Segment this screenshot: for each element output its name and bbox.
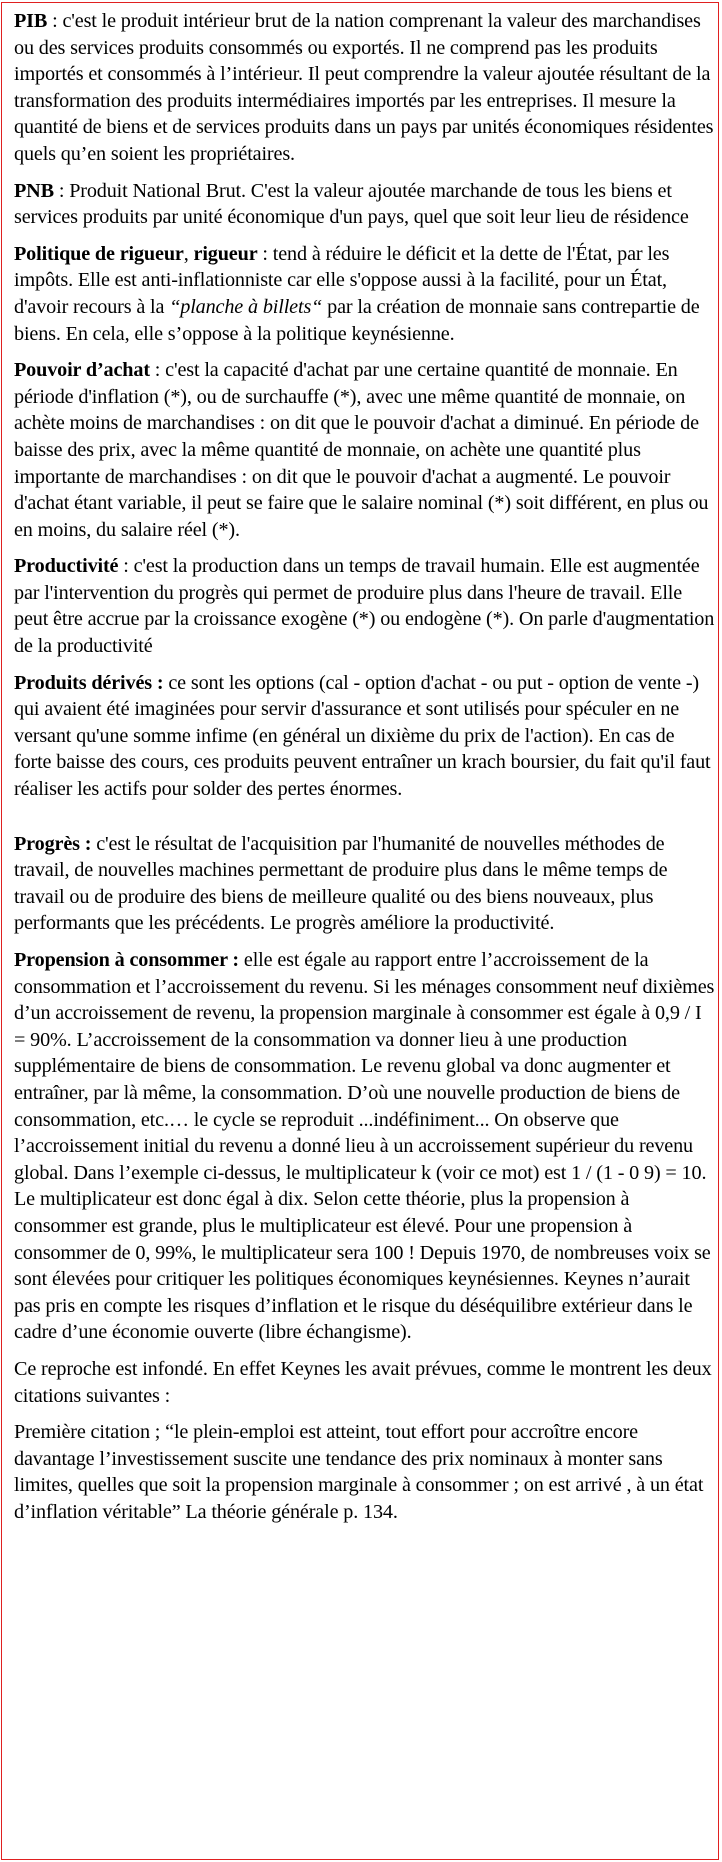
citation-text: Première citation ; “le plein-emploi est atteint, tout effort pour accroître encore davantage l’investissement suscite une tendance des prix nominaux à monter sans limites, quelles que soit la propension marginale à consommer ; on est arrivé , à un état d’inflation véritable” La théorie générale p. 134. <box>14 1421 704 1523</box>
reproche-paragraph: Ce reproche est infondé. En effet Keynes les avait prévues, comme le montrent les deux citations suivantes : <box>14 1357 712 1407</box>
entry-term: Produits dérivés : <box>14 671 164 694</box>
entry-term: PIB <box>14 10 48 32</box>
entry-text: : c'est le produit intérieur brut de la nation comprenant la valeur des marchandises ou des services produits consommés ou exportés. Il ne comprend pas les produits importés et consommés à l’intérieur. Il peut comprendre la valeur ajoutée résultant de la transformation des produits intermédiaires importés par les entreprises. Il mesure la quantité de biens et de services produits dans un pays par unités économiques résidentes quels qu’en soient les propriétaires. <box>14 10 714 165</box>
entry-term: Propension à consommer : <box>14 949 239 971</box>
entry-text-continued: par la création de monnaie sans contrepartie de biens. En cela, elle s’oppose à la politique keynésienne. <box>14 295 700 345</box>
entry-term-secondary: rigueur <box>193 242 258 265</box>
entry-term: Politique de rigueur <box>14 242 184 265</box>
entry-text: : c'est la production dans un temps de travail humain. Elle est augmentée par l'intervention du progrès qui permet de produire plus dans l'heure de travail. Elle peut être accrue par la croissance exogène (*) ou endogène (*). On parle d'augmentation de la productivité <box>14 555 715 658</box>
citation-list-item <box>0 1419 716 1525</box>
entry-term: Productivité <box>14 555 119 578</box>
entry-produits-derives <box>14 670 716 803</box>
entry-quote: “planche à billets“ <box>169 295 323 318</box>
glossary-content <box>14 8 716 1535</box>
entry-politique-de-rigueur <box>14 241 716 347</box>
entry-pnb <box>14 178 716 231</box>
entry-term-separator: , <box>183 242 194 265</box>
entry-text: : c'est la capacité d'achat par une certaine quantité de monnaie. En période d'inflation (*), ou de surchauffe (*), avec une même quantité de monnaie, on achète moins de marchandises : on dit que le pouvoir d'achat a diminué. En période de baisse des prix, avec la même quantité de monnaie, on achète une quantité plus importante de marchandises : on dit que le pouvoir d'achat a augmenté. Le pouvoir d'achat étant variable, il peut se faire que le salaire nominal (*) soit différent, en plus ou en moins, du salaire réel (*). <box>14 359 709 541</box>
entry-text: ce sont les options (cal - option d'achat - ou put - option de vente -) qui avaient été imaginées pour servir d'assurance et sont utilisés pour spéculer en ne versant qu'une somme infime (en général un dixième du prix de l'action). En cas de forte baisse des cours, ces produits peuvent entraîner un krach boursier, du fait qu'il faut réaliser les actifs pour solder des pertes énormes. <box>14 671 711 801</box>
entry-productivite <box>14 553 716 659</box>
bullet-icon <box>0 1419 14 1446</box>
entry-term: Progrès : <box>14 832 92 855</box>
entry-text: : Produit National Brut. C'est la valeur ajoutée marchande de tous les biens et services produits par unité économique d'un pays, quel que soit leur lieu de résidence <box>14 179 689 229</box>
entry-propension-a-consommer <box>14 947 716 1346</box>
entry-text: c'est le résultat de l'acquisition par l'humanité de nouvelles méthodes de travail, de nouvelles machines permettant de produire plus dans le même temps de travail ou de produire des biens de meilleure qualité ou des biens nouveaux, plus performants que les précédents. Le progrès améliore la productivité. <box>14 832 668 935</box>
entry-text: : tend à réduire le déficit et la dette de l'État, par les impôts. Elle est anti-inflationniste car elle s'oppose aussi à la facilité, pour un État, d'avoir recours à la <box>14 242 670 318</box>
entry-text: elle est égale au rapport entre l’accroissement de la consommation et l’accroissement du revenu. Si les ménages consomment neuf dixièmes d’un accroissement de revenu, la propension marginale à consommer est égale à 0,9 / I = 90%. L’accroissement de la consommation va donner lieu à une production supplémentaire de biens de consommation. Le revenu global va donc augmenter et entraîner, par là même, la consommation. D’où une nouvelle production de biens de consommation, etc.… le cycle se reproduit ...indéfiniment... On observe que l’accroissement initial du revenu a donné lieu à un accroissement supérieur du revenu global. Dans l’exemple ci-dessus, le multiplicateur k (voir ce mot) est 1 / (1 - 0 9) = 10. Le multiplicateur est donc égal à dix. Selon cette théorie, plus la propension à consommer est grande, plus le multiplicateur est élevé. Pour une propension à consommer de 0, 99%, le multiplicateur sera 100 ! Depuis 1970, de nombreuses voix se sont élevées pour critiquer les politiques économiques keynésiennes. Keynes n’aurait pas pris en compte les risques d’inflation et le risque du déséquilibre extérieur dans le cadre d’une économie ouverte (libre échangisme). <box>14 949 715 1344</box>
entry-pib <box>14 8 716 168</box>
entry-term: Pouvoir d’achat <box>14 359 150 382</box>
entry-pouvoir-d-achat <box>14 357 716 543</box>
entry-term: PNB <box>14 179 54 202</box>
entry-progres <box>14 831 716 937</box>
